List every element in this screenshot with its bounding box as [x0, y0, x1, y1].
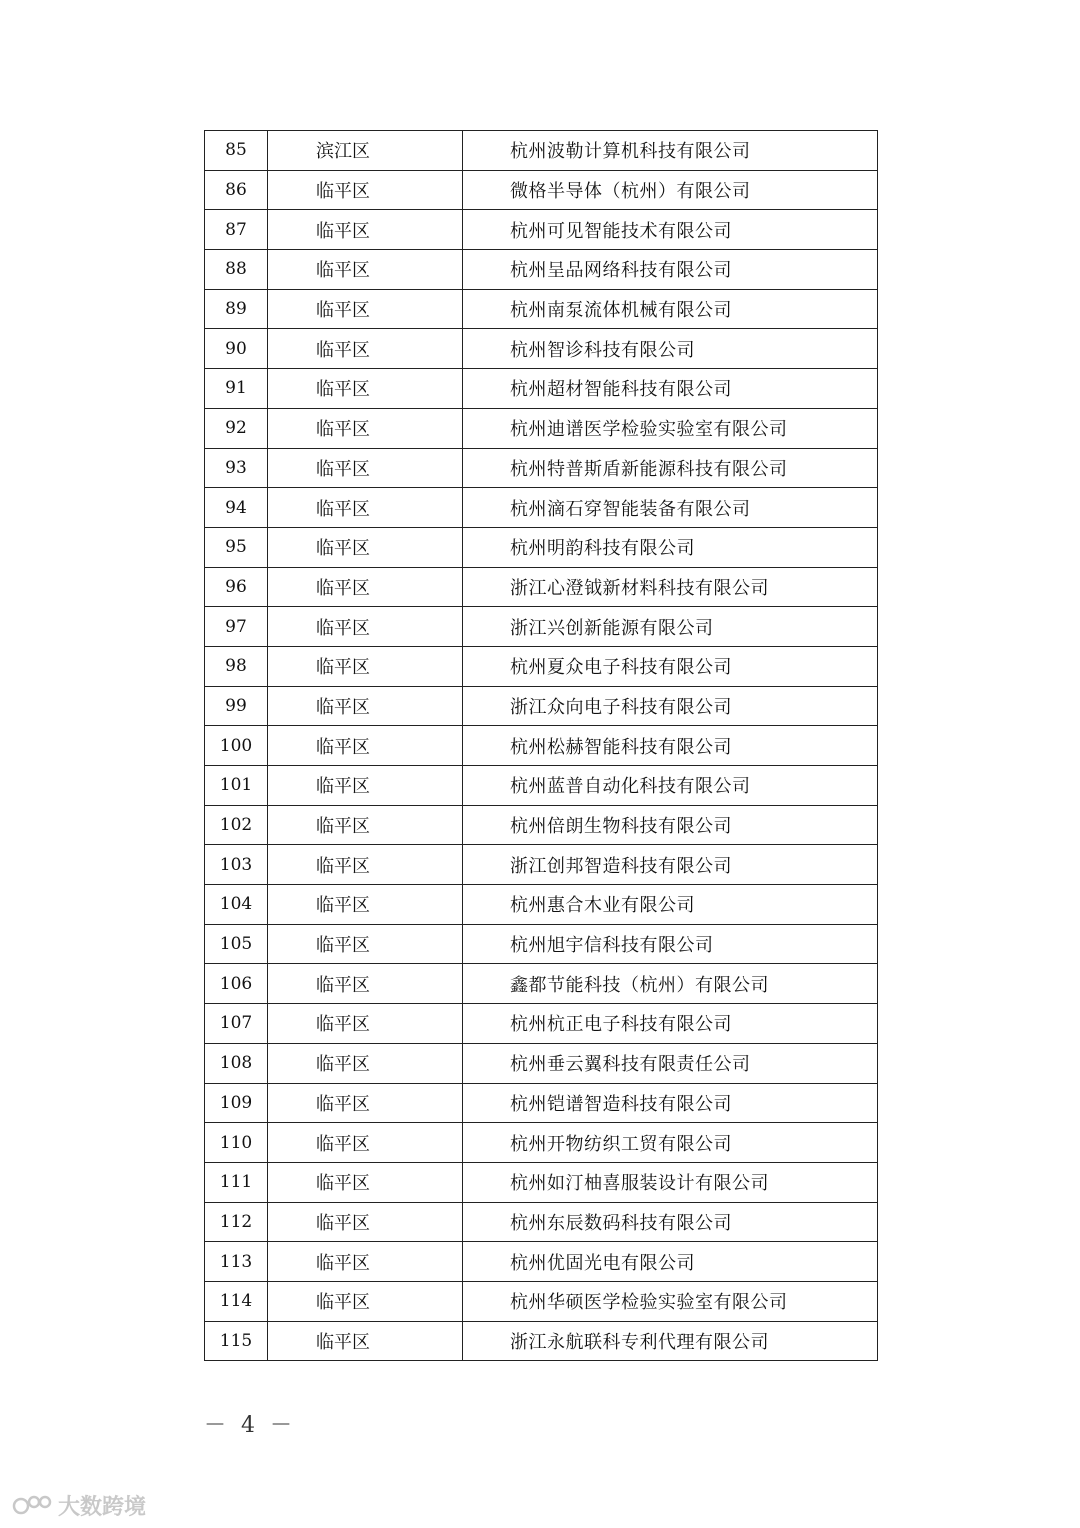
row-district: 临平区	[268, 726, 463, 766]
table-row	[205, 924, 878, 964]
row-company: 杭州迪谱医学检验实验室有限公司	[463, 408, 878, 448]
row-district: 临平区	[268, 964, 463, 1004]
row-district: 临平区	[268, 170, 463, 210]
table-row	[205, 210, 878, 250]
row-number: 110	[205, 1123, 268, 1163]
row-company: 杭州开物纺织工贸有限公司	[463, 1123, 878, 1163]
row-district: 临平区	[268, 567, 463, 607]
row-company: 杭州滴石穿智能装备有限公司	[463, 488, 878, 528]
row-district: 临平区	[268, 329, 463, 369]
row-number: 86	[205, 170, 268, 210]
row-district: 滨江区	[268, 131, 463, 171]
row-number: 100	[205, 726, 268, 766]
table-row	[205, 1162, 878, 1202]
row-company: 杭州松赫智能科技有限公司	[463, 726, 878, 766]
row-district: 临平区	[268, 1043, 463, 1083]
row-company: 鑫都节能科技（杭州）有限公司	[463, 964, 878, 1004]
row-district: 临平区	[268, 250, 463, 290]
row-company: 杭州可见智能技术有限公司	[463, 210, 878, 250]
row-district: 临平区	[268, 1202, 463, 1242]
row-number: 108	[205, 1043, 268, 1083]
row-company: 浙江心澄钺新材料科技有限公司	[463, 567, 878, 607]
row-company: 浙江创邦智造科技有限公司	[463, 845, 878, 885]
row-district: 临平区	[268, 805, 463, 845]
row-district: 临平区	[268, 607, 463, 647]
row-district: 临平区	[268, 210, 463, 250]
row-number: 87	[205, 210, 268, 250]
row-company: 杭州超材智能科技有限公司	[463, 369, 878, 409]
table-row	[205, 686, 878, 726]
table-row	[205, 488, 878, 528]
row-company: 杭州铠谱智造科技有限公司	[463, 1083, 878, 1123]
table-row	[205, 1083, 878, 1123]
row-company: 杭州垂云翼科技有限责任公司	[463, 1043, 878, 1083]
row-number: 112	[205, 1202, 268, 1242]
row-number: 106	[205, 964, 268, 1004]
row-company: 杭州旭宇信科技有限公司	[463, 924, 878, 964]
table-row	[205, 1202, 878, 1242]
row-district: 临平区	[268, 1321, 463, 1361]
row-district: 临平区	[268, 885, 463, 925]
row-number: 94	[205, 488, 268, 528]
row-district: 临平区	[268, 1083, 463, 1123]
row-company: 浙江永航联科专利代理有限公司	[463, 1321, 878, 1361]
row-company: 杭州杭正电子科技有限公司	[463, 1004, 878, 1044]
table-row	[205, 766, 878, 806]
table-row	[205, 170, 878, 210]
row-number: 92	[205, 408, 268, 448]
row-district: 临平区	[268, 448, 463, 488]
table-row	[205, 1123, 878, 1163]
row-district: 临平区	[268, 369, 463, 409]
row-number: 104	[205, 885, 268, 925]
table-row	[205, 1043, 878, 1083]
row-company: 杭州夏众电子科技有限公司	[463, 646, 878, 686]
row-number: 85	[205, 131, 268, 171]
row-number: 97	[205, 607, 268, 647]
row-number: 98	[205, 646, 268, 686]
company-list-table	[204, 130, 878, 1361]
row-number: 102	[205, 805, 268, 845]
row-company: 杭州东辰数码科技有限公司	[463, 1202, 878, 1242]
table-row	[205, 607, 878, 647]
row-number: 111	[205, 1162, 268, 1202]
row-company: 杭州明韵科技有限公司	[463, 527, 878, 567]
table-row	[205, 448, 878, 488]
row-company: 杭州呈品网络科技有限公司	[463, 250, 878, 290]
table-row	[205, 1281, 878, 1321]
row-district: 临平区	[268, 1162, 463, 1202]
row-number: 103	[205, 845, 268, 885]
table-row	[205, 329, 878, 369]
row-district: 临平区	[268, 1242, 463, 1282]
row-company: 杭州华硕医学检验实验室有限公司	[463, 1281, 878, 1321]
row-district: 临平区	[268, 1004, 463, 1044]
row-district: 临平区	[268, 289, 463, 329]
row-company: 杭州智诊科技有限公司	[463, 329, 878, 369]
row-number: 88	[205, 250, 268, 290]
table-row	[205, 845, 878, 885]
table-row	[205, 646, 878, 686]
row-number: 101	[205, 766, 268, 806]
row-company: 杭州波勒计算机科技有限公司	[463, 131, 878, 171]
row-number: 105	[205, 924, 268, 964]
watermark-text: 大数跨境	[58, 1495, 147, 1520]
watermark	[12, 1490, 146, 1521]
row-company: 微格半导体（杭州）有限公司	[463, 170, 878, 210]
table-row	[205, 1321, 878, 1361]
row-number: 91	[205, 369, 268, 409]
row-company: 杭州优固光电有限公司	[463, 1242, 878, 1282]
row-company: 浙江众向电子科技有限公司	[463, 686, 878, 726]
table-row	[205, 369, 878, 409]
row-district: 临平区	[268, 686, 463, 726]
table-row	[205, 567, 878, 607]
row-district: 临平区	[268, 646, 463, 686]
row-number: 99	[205, 686, 268, 726]
table-row	[205, 805, 878, 845]
row-district: 临平区	[268, 527, 463, 567]
table-row	[205, 885, 878, 925]
row-district: 临平区	[268, 845, 463, 885]
row-company: 杭州蓝普自动化科技有限公司	[463, 766, 878, 806]
row-company: 杭州特普斯盾新能源科技有限公司	[463, 448, 878, 488]
table-body	[205, 131, 878, 1361]
row-district: 临平区	[268, 1281, 463, 1321]
watermark-logo-icon	[12, 1494, 52, 1518]
table-row	[205, 250, 878, 290]
row-district: 临平区	[268, 766, 463, 806]
row-number: 93	[205, 448, 268, 488]
row-number: 95	[205, 527, 268, 567]
row-district: 临平区	[268, 408, 463, 448]
row-number: 114	[205, 1281, 268, 1321]
table-row	[205, 1004, 878, 1044]
row-number: 96	[205, 567, 268, 607]
row-number: 109	[205, 1083, 268, 1123]
row-district: 临平区	[268, 924, 463, 964]
row-company: 杭州如汀柚喜服装设计有限公司	[463, 1162, 878, 1202]
table-row	[205, 726, 878, 766]
row-company: 浙江兴创新能源有限公司	[463, 607, 878, 647]
table-row	[205, 408, 878, 448]
row-company: 杭州南泵流体机械有限公司	[463, 289, 878, 329]
row-number: 90	[205, 329, 268, 369]
table-row	[205, 289, 878, 329]
row-number: 115	[205, 1321, 268, 1361]
table-row	[205, 1242, 878, 1282]
page-number: － 4 －	[204, 1413, 296, 1438]
row-company: 杭州倍朗生物科技有限公司	[463, 805, 878, 845]
row-company: 杭州惠合木业有限公司	[463, 885, 878, 925]
table-row	[205, 964, 878, 1004]
table-row	[205, 131, 878, 171]
row-number: 107	[205, 1004, 268, 1044]
table-row	[205, 527, 878, 567]
row-district: 临平区	[268, 488, 463, 528]
row-number: 89	[205, 289, 268, 329]
row-district: 临平区	[268, 1123, 463, 1163]
row-number: 113	[205, 1242, 268, 1282]
